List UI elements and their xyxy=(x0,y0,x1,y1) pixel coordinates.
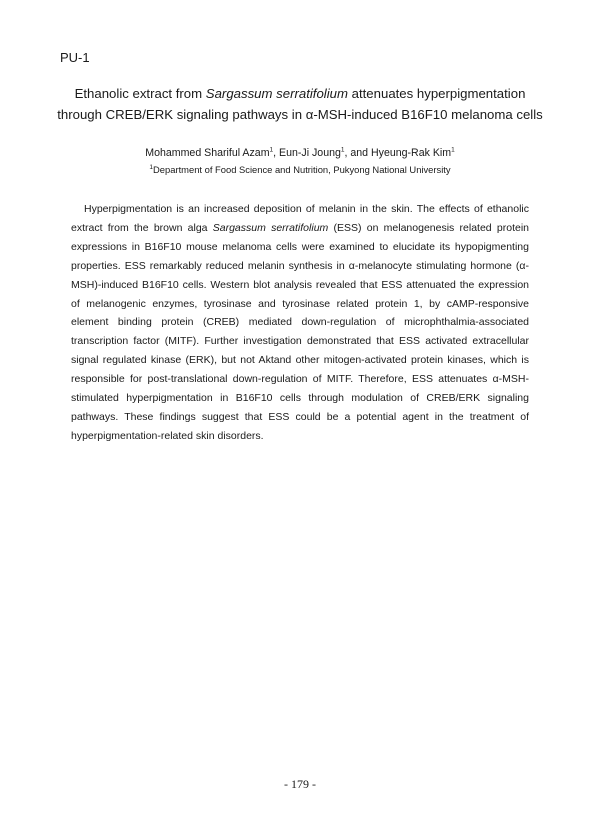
author-affiliation-mark: 1 xyxy=(269,146,274,154)
author-name: Eun-Ji Joung xyxy=(279,147,341,159)
paper-title xyxy=(40,83,560,125)
author-name: Hyeung-Rak Kim xyxy=(371,147,452,159)
author-list xyxy=(60,146,540,160)
affiliation-text: Department of Food Science and Nutrition, Pukyong National University xyxy=(153,164,451,175)
author-separator: , xyxy=(273,147,280,159)
author-affiliation-mark: 1 xyxy=(340,146,345,154)
abstract-code: PU-1 xyxy=(60,50,90,65)
author-separator: , and xyxy=(344,147,372,159)
abstract-body xyxy=(71,200,529,446)
abstract-text-end: (ESS) on melanogenesis related protein expressions in B16F10 mouse melanoma cells were examined to elucidate its hypopigmenting properties. ESS remarkably reduced melanin synthesis in α-melanocyte stimulating hormone (α-MSH)-induced B16F10 cells. Western blot analysis revealed that ESS attenuated the expression of melanogenic enzymes, tyrosinase and tyrosinase related protein 1, by cAMP-responsive element binding protein (CREB) mediated down-regulation of microphthalmia-associated transcription factor (MITF). Further investigation demonstrated that ESS activated extracellular signal regulated kinase (ERK), but not Aktand other mitogen-activated protein kinases, which is responsible for post-translational down-regulation of MITF. Therefore, ESS attenuates α-MSH-stimulated hyperpigmentation in B16F10 cells through modulation of CREB/ERK signaling pathways. These findings suggest that ESS could be a potential agent in the treatment of hyperpigmentation-related skin disorders. xyxy=(71,221,529,442)
title-line-2: through CREB/ERK signaling pathways in α-MSH-induced B16F10 melanoma cells xyxy=(57,107,543,122)
title-species-name: Sargassum serratifolium xyxy=(205,86,348,101)
author-name: Mohammed Shariful Azam xyxy=(145,147,270,159)
affiliation-mark: 1 xyxy=(149,163,154,171)
affiliation xyxy=(60,164,540,176)
author-affiliation-mark: 1 xyxy=(451,146,455,154)
abstract-species-name: Sargassum serratifolium xyxy=(212,221,329,234)
title-text-start: Ethanolic extract from xyxy=(74,86,206,101)
abstract-text-start: Hyperpigmentation is an increased deposition of melanin in the skin. The effects of ethanolic extract from the brown alga xyxy=(71,203,529,234)
page-number: - 179 - xyxy=(284,777,316,791)
title-text-end: attenuates hyperpigmentation xyxy=(347,86,526,101)
